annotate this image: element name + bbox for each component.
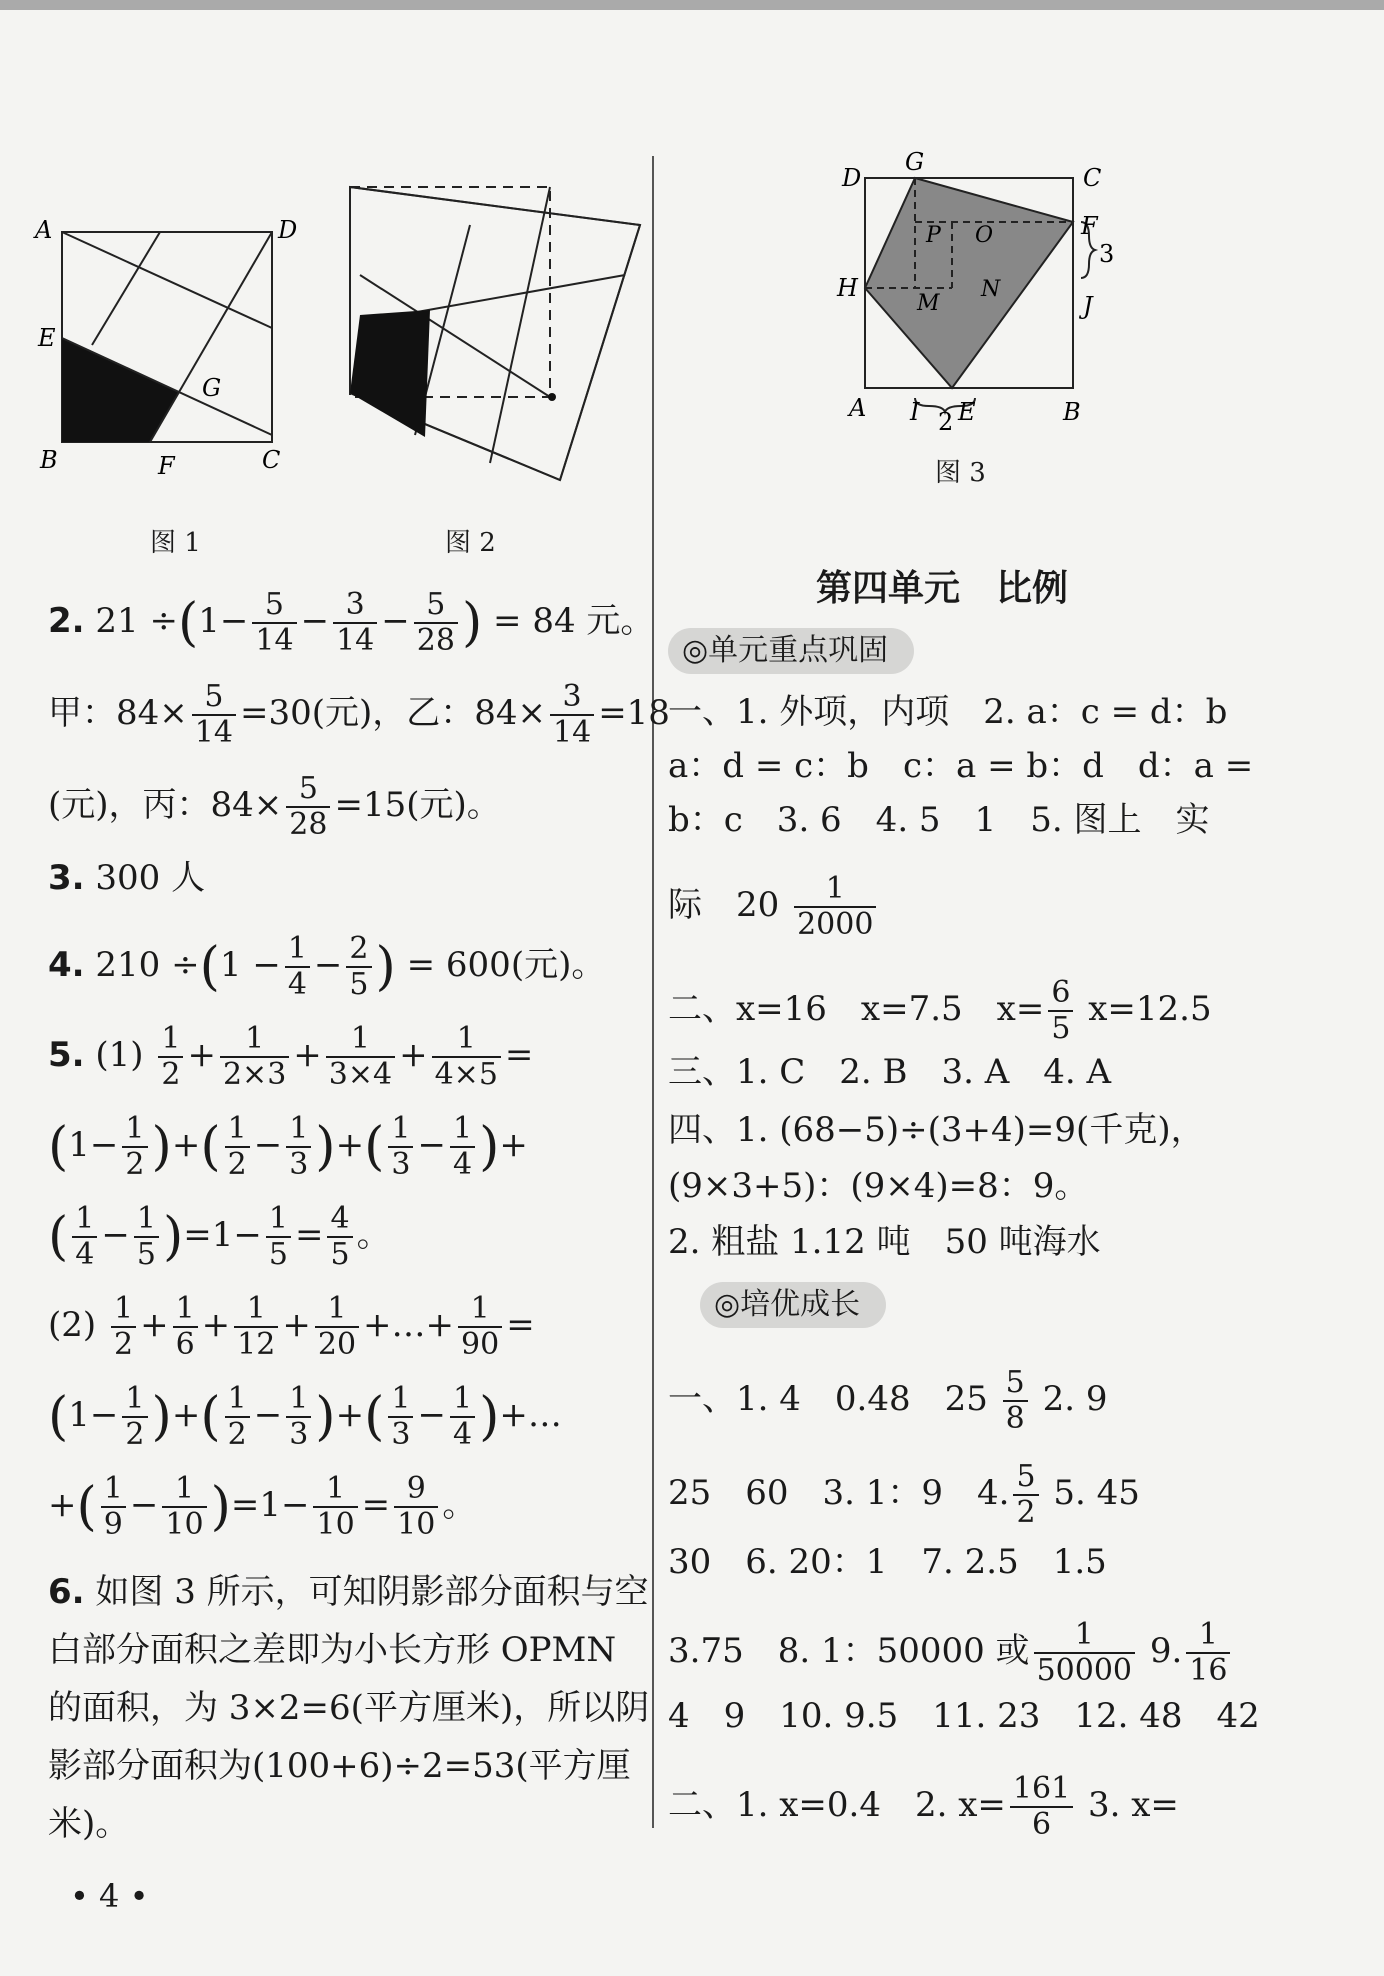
q5-line: 5. (1) $\frac{1}{2}$ + $\frac{1}{2\times 3}$ + $\frac{1}{3\times 4}$ + $\frac{1}{4\times 5}$ = <box>48 1021 534 1092</box>
q5e-line: (1− $\frac{1}{2}$ )+( $\frac{1}{2}$ − $\frac{1}{3}$ )+( $\frac{1}{3}$ − $\frac{1}{4}$ )+… <box>48 1381 562 1452</box>
s1-line1: 一、1. 外项，内项 2. a：c = d：b <box>668 692 1228 732</box>
p3-line: 30 6. 20：1 7. 2.5 1.5 <box>668 1542 1107 1582</box>
pill-advanced: ◎培优成长 <box>700 1282 886 1328</box>
q2-line: 2. 21 ÷(1− $\frac{5}{14}$ − $\frac{3}{14}$ − $\frac{5}{28}$ ) = 84 元。 <box>48 587 655 658</box>
figure-3 <box>835 150 1135 440</box>
q2-frac3: $\frac{5}{28}$ <box>414 588 458 658</box>
label-p: P <box>926 223 941 248</box>
q4-line: 4. 210 ÷(1 − $\frac{1}{4}$ − $\frac{2}{5}$ ) = 600(元)。 <box>48 931 606 1002</box>
q2-frac1: $\frac{5}{14}$ <box>252 588 296 658</box>
s1-line2: a：d = c：b c：a = b：d d：a = <box>668 746 1254 786</box>
s4-line3: 2. 粗盐 1.12 吨 50 吨海水 <box>668 1222 1101 1262</box>
label-e: E <box>958 398 976 426</box>
label-3: 3 <box>1099 240 1115 268</box>
figure-1 <box>30 210 298 490</box>
s2-line: 二、x=16 x=7.5 x= $\frac{6}{5}$ x=12.5 <box>668 975 1212 1046</box>
p1-line: 一、1. 4 0.48 25 $\frac{5}{8}$ 2. 9 <box>668 1365 1108 1436</box>
label-2: 2 <box>938 408 954 436</box>
q6-line3: 的面积，为 3×2=6(平方厘米)，所以阴 <box>48 1688 650 1728</box>
label-g: G <box>202 374 222 402</box>
label-a: A <box>35 216 53 244</box>
q2a-frac2: $\frac{3}{14}$ <box>550 680 594 750</box>
p6-line: 二、1. x=0.4 2. x= $\frac{161}{6}$ 3. x= <box>668 1771 1179 1842</box>
page-number: • 4 • <box>70 1877 149 1915</box>
q6-line1: 6. 如图 3 所示，可知阴影部分面积与空 <box>48 1572 649 1612</box>
q5c-line: ( $\frac{1}{4}$ − $\frac{1}{5}$ )=1− $\frac{1}{5}$ = $\frac{4}{5}$ 。 <box>48 1201 391 1272</box>
q2a-line: 甲：84× $\frac{5}{14}$ =30(元)，乙：84× $\frac{3}{14}$ =18 <box>48 679 670 750</box>
section-title: 第四单元 比例 <box>816 568 1069 609</box>
q2-post: = 84 元。 <box>493 601 655 641</box>
label-i: I <box>910 398 920 426</box>
figure-2 <box>330 175 650 495</box>
p2-line: 25 60 3. 1：9 4. $\frac{5}{2}$ 5. 45 <box>668 1459 1140 1530</box>
p5-line: 4 9 10. 9.5 11. 23 12. 48 42 <box>668 1696 1260 1736</box>
figure-1-caption: 图 1 <box>150 528 201 558</box>
s3-line: 三、1. C 2. B 3. A 4. A <box>668 1052 1112 1092</box>
q2a-frac1: $\frac{5}{14}$ <box>192 680 236 750</box>
label-f: F <box>158 452 175 480</box>
q5f-line: +( $\frac{1}{9}$ − $\frac{1}{10}$ )=1− $\frac{1}{10}$ = $\frac{9}{10}$ 。 <box>48 1471 477 1542</box>
q2-pre: 21 ÷ <box>95 601 178 641</box>
column-divider <box>652 156 654 1828</box>
q2-one: 1− <box>198 601 249 641</box>
label-g: G <box>905 148 925 176</box>
label-j: J <box>1083 292 1093 320</box>
s1-line3: b：c 3. 6 4. 5 1 5. 图上 实 <box>668 800 1210 840</box>
s4-line1: 四、1. (68−5)÷(3+4)=9(千克)， <box>668 1110 1205 1150</box>
q2-frac2: $\frac{3}{14}$ <box>333 588 377 658</box>
scan-edge <box>0 0 1384 10</box>
label-b: B <box>40 446 58 474</box>
figure-3-caption: 图 3 <box>935 458 986 488</box>
q6-line4: 影部分面积为(100+6)÷2=53(平方厘 <box>48 1746 631 1786</box>
q2-num: 2. <box>48 601 85 641</box>
label-o: O <box>975 223 994 248</box>
label-h: H <box>837 274 858 302</box>
q6-line5: 米)。 <box>48 1804 130 1844</box>
p4-line: 3.75 8. 1：50000 或 $\frac{1}{50000}$ 9. $\frac{1}{16}$ <box>668 1618 1234 1688</box>
q2b-frac: $\frac{5}{28}$ <box>286 772 330 842</box>
label-n: N <box>981 277 1001 302</box>
label-d: D <box>842 164 862 192</box>
q6-line2: 白部分面积之差即为小长方形 OPMN <box>48 1630 617 1670</box>
pill-unit-review: ◎单元重点巩固 <box>668 628 914 674</box>
q2b-line: (元)，丙：84× $\frac{5}{28}$ =15(元)。 <box>48 771 501 842</box>
label-b: B <box>1063 398 1081 426</box>
q5d-line: (2) $\frac{1}{2}$ + $\frac{1}{6}$ + $\frac{1}{12}$ + $\frac{1}{20}$ +…+ $\frac{1}{90}$ = <box>48 1291 535 1362</box>
figure-2-caption: 图 2 <box>445 528 496 558</box>
label-a: A <box>849 394 867 422</box>
s4-line2: (9×3+5)：(9×4)=8：9。 <box>668 1166 1089 1206</box>
label-d: D <box>278 216 298 244</box>
label-f: F <box>1081 212 1098 240</box>
label-e: E <box>38 324 56 352</box>
label-c: C <box>1083 164 1102 192</box>
q3-line: 3. 300 人 <box>48 858 206 898</box>
s1-line4: 际 20 $\frac{1}{2000}$ <box>668 872 880 942</box>
label-c: C <box>262 446 281 474</box>
label-m: M <box>917 291 940 316</box>
q5b-line: (1− $\frac{1}{2}$ )+( $\frac{1}{2}$ − $\frac{1}{3}$ )+( $\frac{1}{3}$ − $\frac{1}{4}$ )+ <box>48 1111 528 1182</box>
